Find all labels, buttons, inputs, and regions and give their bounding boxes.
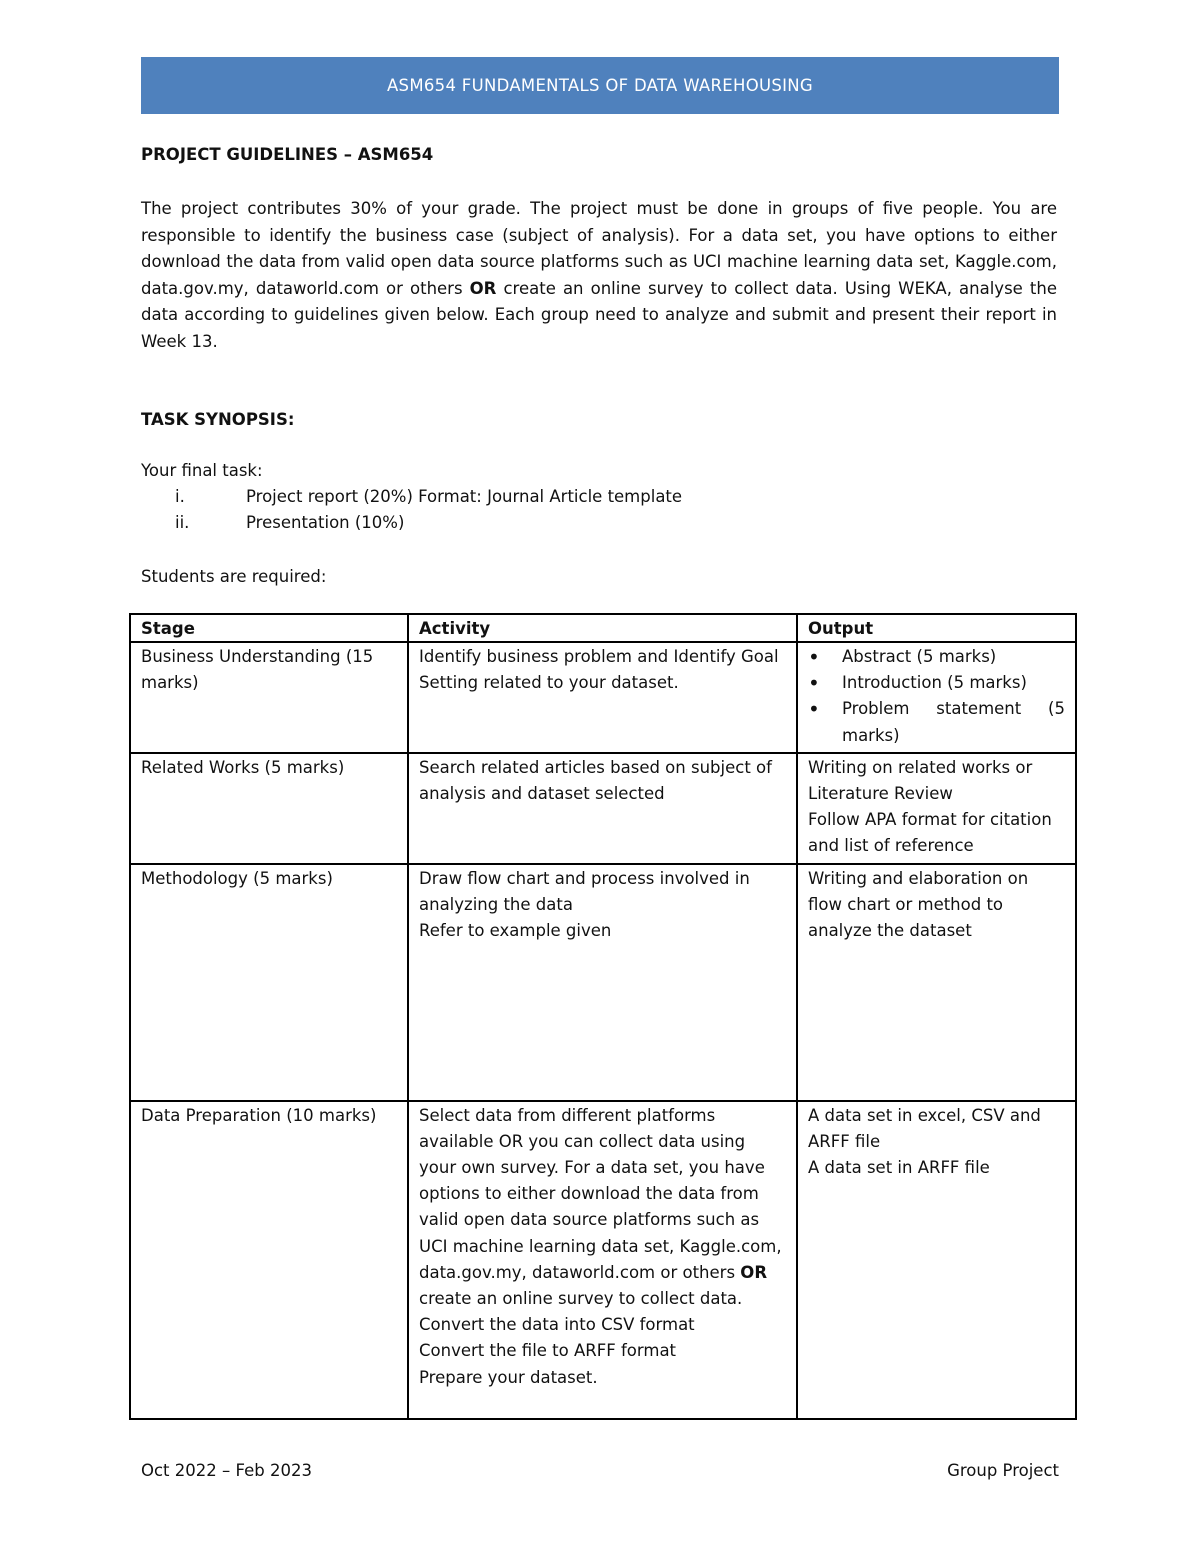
activity-text-b: create an online survey to collect data. [419, 1289, 743, 1309]
output-bullet-item: • Abstract (5 marks) [808, 644, 1065, 670]
output-cell [797, 1101, 1076, 1419]
table-header-row [130, 614, 1076, 642]
output-cell [797, 753, 1076, 864]
output-bullet-item: • Introduction (5 marks) [808, 670, 1065, 696]
final-task-label: Your final task: [141, 461, 263, 480]
output-line: Follow APA format for citation and list of reference [808, 810, 1052, 856]
activity-cell [408, 1101, 797, 1419]
intro-text-part2: create an online survey to collect data. Using WEKA, analyse the data according to guidelines given below. Each group need to analyze and submit and present their report in Week 13. [141, 278, 1057, 351]
activity-cell [408, 864, 797, 1101]
footer-label: Group Project [947, 1461, 1059, 1480]
intro-text-part1: The project contributes 30% of your grade. The project must be done in groups of five people. You are responsible to identify the business case (subject of analysis). For a data set, you have options to either download the data from valid open data source platforms such as UCI machine learning data set, Kaggle.com, data.gov.my, dataworld.com or others [141, 199, 1057, 298]
table-row [130, 642, 1076, 753]
stages-table [129, 613, 1077, 1420]
activity-cell: Identify business problem and Identify Goal Setting related to your dataset. [408, 642, 797, 753]
activity-text-a: Select data from different platforms available OR you can collect data using your own survey. For a data set, you have options to either download the data from valid open data source platforms such as UCI machine learning data set, Kaggle.com, data.gov.my, dataworld.com or others [419, 1105, 782, 1282]
table-row [130, 753, 1076, 864]
table-row [130, 864, 1076, 1101]
list-item [141, 513, 404, 532]
intro-paragraph [141, 196, 1057, 355]
stage-cell: Related Works (5 marks) [130, 753, 408, 864]
output-line: A data set in excel, CSV and ARFF file [808, 1105, 1041, 1151]
output-bullet-list [808, 644, 1065, 749]
intro-or-emphasis: OR [469, 278, 497, 298]
course-header [141, 57, 1059, 114]
activity-or-emphasis: OR [740, 1262, 768, 1282]
stage-cell: Data Preparation (10 marks) [130, 1101, 408, 1419]
activity-line: Convert the file to ARFF format [419, 1341, 677, 1361]
list-item-text: Project report (20%) Format: Journal Article template [246, 487, 683, 506]
output-line: Writing on related works or Literature Review [808, 757, 1033, 804]
page-title: PROJECT GUIDELINES – ASM654 [141, 145, 434, 164]
output-bullet-item: • Problem statement (5 marks) [808, 696, 1065, 748]
stage-cell: Business Understanding (15 marks) [130, 642, 408, 753]
students-required-label: Students are required: [141, 567, 327, 586]
list-item [141, 487, 682, 506]
course-title: ASM654 FUNDAMENTALS OF DATA WAREHOUSING [386, 76, 814, 95]
output-cell: Writing and elaboration on flow chart or method to analyze the dataset [797, 864, 1076, 1101]
list-item-number: i. [175, 487, 185, 506]
footer-date-range: Oct 2022 – Feb 2023 [141, 1461, 312, 1480]
list-item-number: ii. [175, 513, 190, 532]
activity-cell: Search related articles based on subject of analysis and dataset selected [408, 753, 797, 864]
activity-line: Refer to example given [419, 921, 612, 941]
activity-line: Convert the data into CSV format [419, 1315, 695, 1335]
output-line: A data set in ARFF file [808, 1158, 990, 1178]
activity-line: Prepare your dataset. [419, 1367, 598, 1387]
output-cell [797, 642, 1076, 753]
activity-line: Draw flow chart and process involved in analyzing the data [419, 868, 750, 914]
task-synopsis-heading: TASK SYNOPSIS: [141, 410, 295, 429]
column-header-activity: Activity [408, 614, 797, 642]
activity-paragraph [419, 1103, 786, 1313]
table-row [130, 1101, 1076, 1419]
list-item-text: Presentation (10%) [246, 513, 405, 532]
column-header-stage: Stage [130, 614, 408, 642]
stage-cell: Methodology (5 marks) [130, 864, 408, 1101]
column-header-output: Output [797, 614, 1076, 642]
